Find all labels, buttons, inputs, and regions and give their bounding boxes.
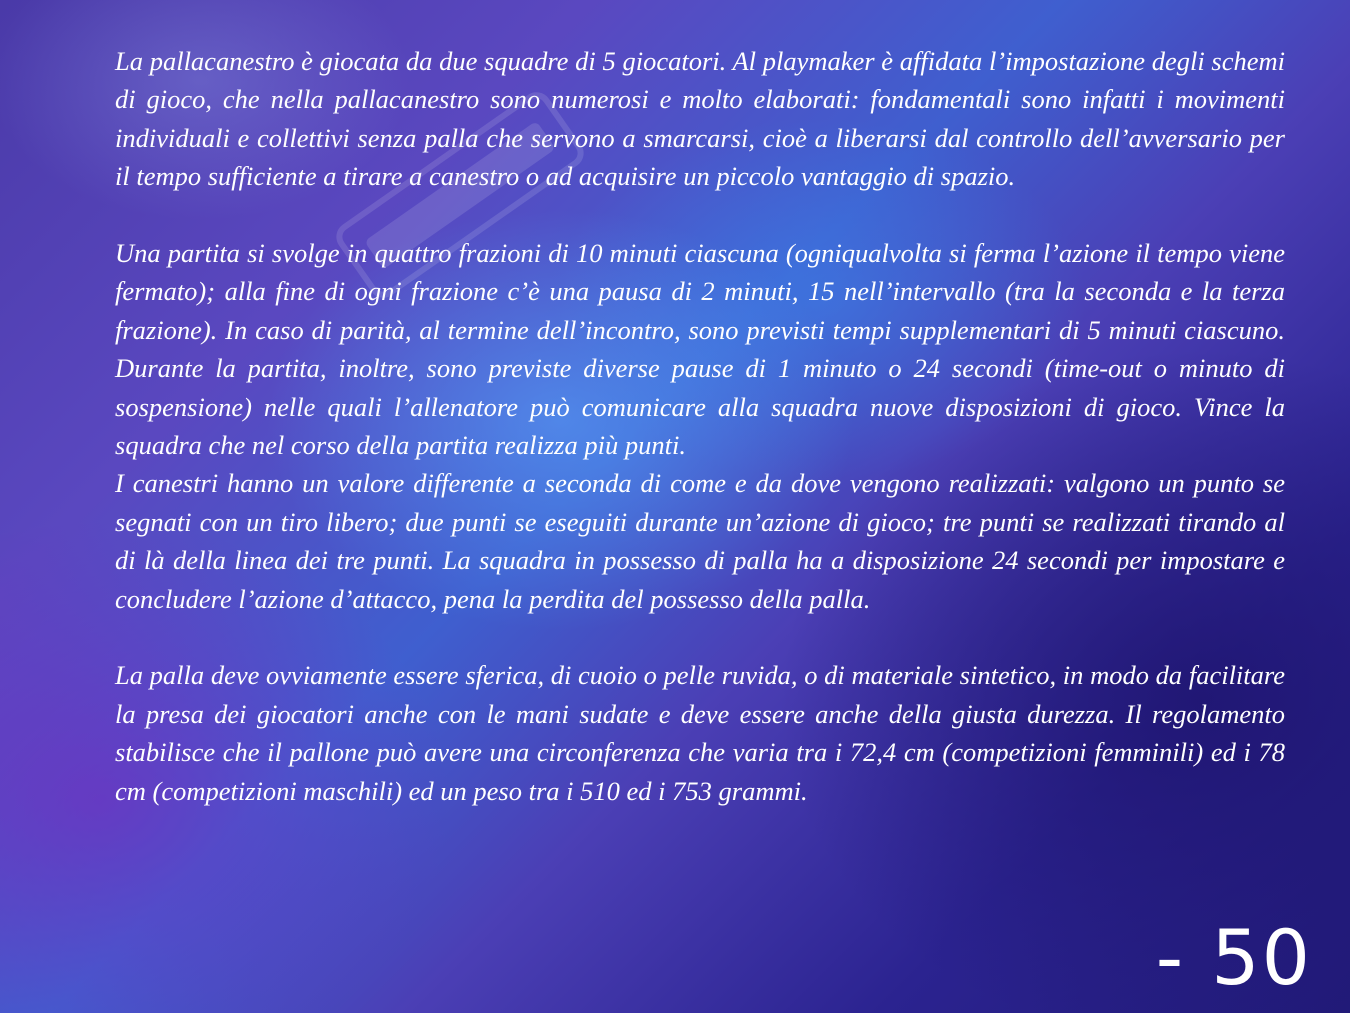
page-number: - 50 [1155, 913, 1312, 1002]
paragraph-players: La pallacanestro è giocata da due squadre di 5 giocatori. Al playmaker è affidata l’impostazione degli schemi di gioco, che nella pallacanestro sono numerosi e molto elaborati: fondamentali sono infatti i movimenti individuali e collettivi senza palla che servono a smarcarsi, cioè a liberarsi dal controllo dell’avversario per il tempo sufficiente a tirare a canestro o ad acquisire un piccolo vantaggio di spazio. [115, 46, 1285, 192]
slide-body [115, 42, 1285, 810]
paragraph-game-time: Una partita si svolge in quattro frazioni di 10 minuti ciascuna (ogniqualvolta si ferma l’azione il tempo viene fermato); alla fine di ogni frazione c’è una pausa di 2 minuti, 15 nell’intervallo (tra la seconda e la terza frazione). In caso di parità, al termine dell’incontro, sono previsti tempi supplementari di 5 minuti ciascuno. Durante la partita, inoltre, sono previste diverse pause di 1 minuto o 24 secondi (time-out o minuto di sospensione) nelle quali l’allenatore può comunicare alla squadra nuove disposizioni di gioco. Vince la squadra che nel corso della partita realizza più punti. [115, 238, 1285, 461]
paragraph-ball: La palla deve ovviamente essere sferica, di cuoio o pelle ruvida, o di materiale sintetico, in modo da facilitare la presa dei giocatori anche con le mani sudate e deve essere anche della giusta durezza. Il regolamento stabilisce che il pallone può avere una circonferenza che varia tra i 72,4 cm (competizioni femminili) ed i 78 cm (competizioni maschili) ed un peso tra i 510 ed i 753 grammi. [115, 660, 1285, 806]
paragraph-scoring: I canestri hanno un valore differente a seconda di come e da dove vengono realizzati: valgono un punto se segnati con un tiro libero; due punti se eseguiti durante un’azione di gioco; tre punti se realizzati tirando al di là della linea dei tre punti. La squadra in possesso di palla ha a disposizione 24 secondi per impostare e concludere l’azione d’attacco, pena la perdita del possesso della palla. [115, 468, 1285, 614]
